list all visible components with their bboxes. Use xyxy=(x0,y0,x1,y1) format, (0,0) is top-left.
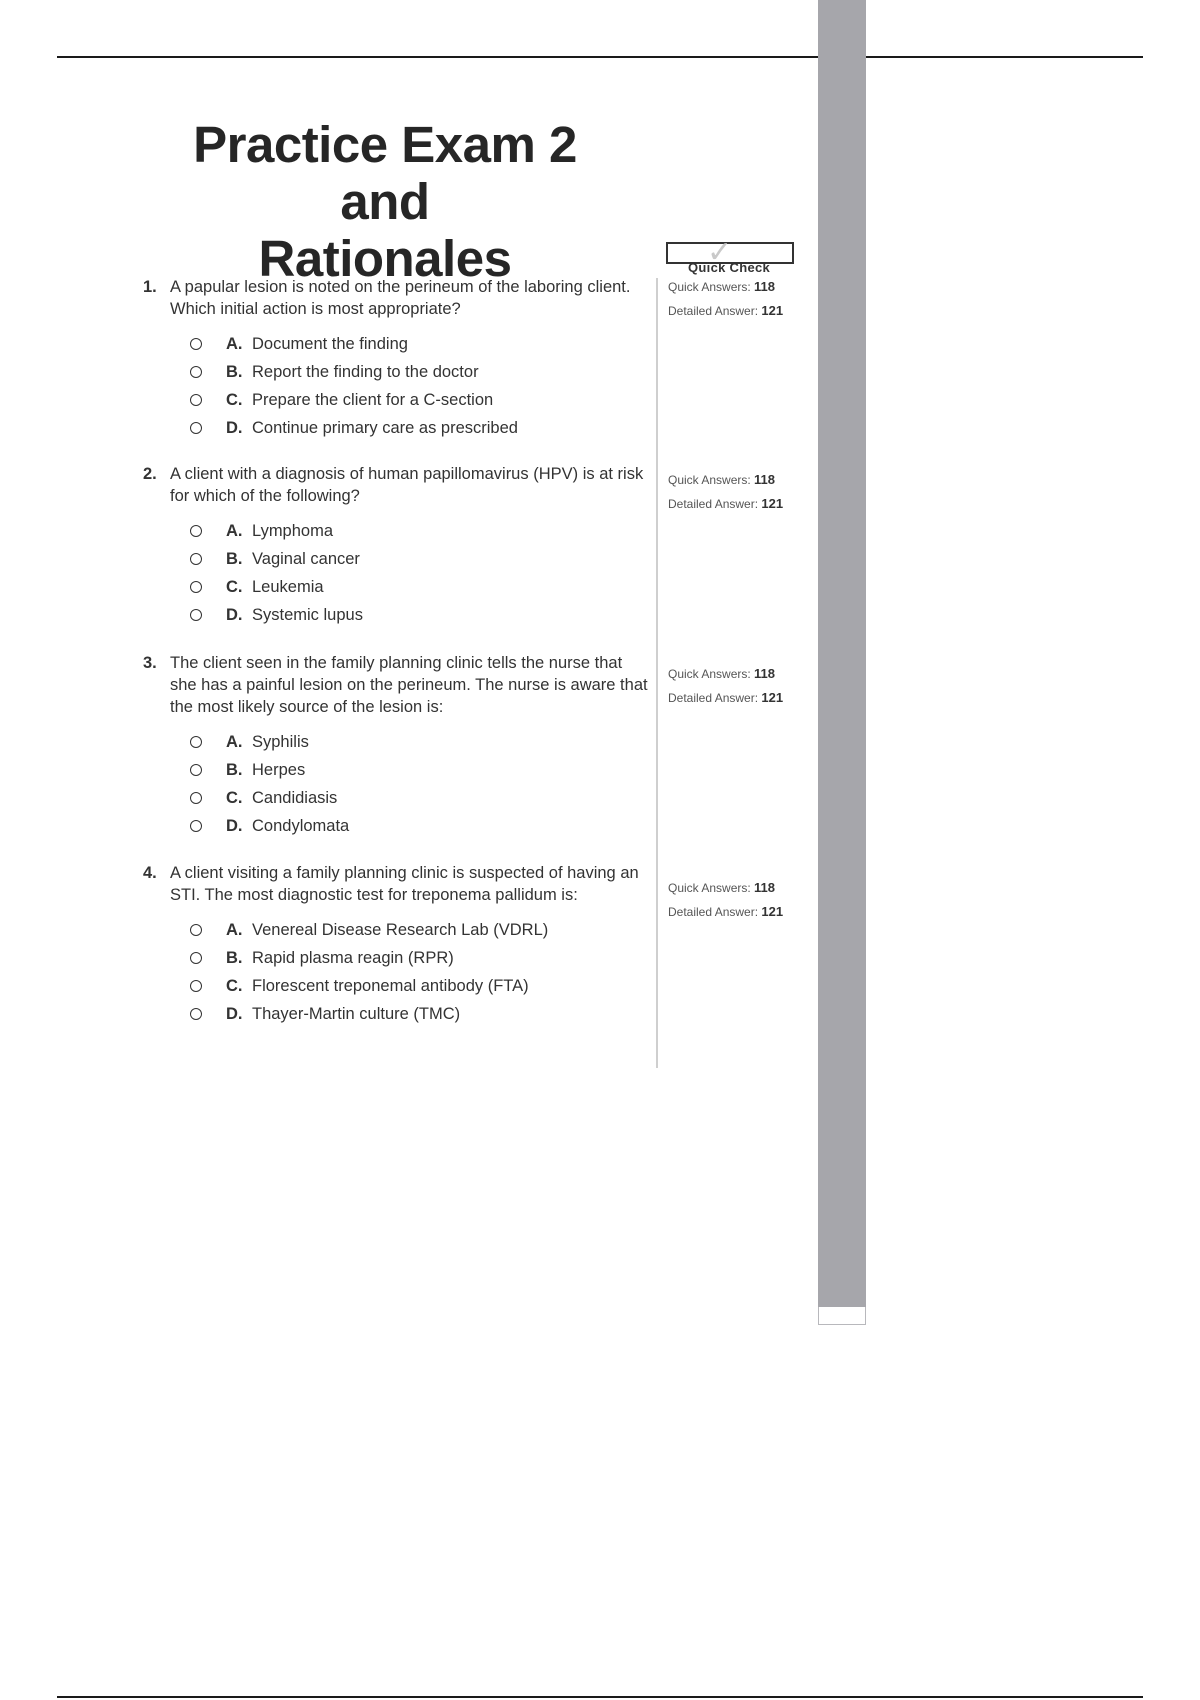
question-4 xyxy=(140,862,650,1028)
option-letter: D. xyxy=(226,1005,243,1023)
detailed-answer-label: Detailed Answer: xyxy=(668,497,759,511)
option-text: Florescent treponemal antibody (FTA) xyxy=(252,977,529,995)
radio-button-icon[interactable] xyxy=(190,1008,202,1020)
quick-answers-page: 118 xyxy=(754,666,776,681)
question-text: A client visiting a family planning clinic is suspected of having an STI. The most diagnostic test for treponema pallidum is: xyxy=(170,864,639,904)
answer-option[interactable] xyxy=(140,386,650,414)
answer-option[interactable] xyxy=(140,330,650,358)
radio-button-icon[interactable] xyxy=(190,553,202,565)
detailed-answer-ref xyxy=(668,492,783,516)
answer-references-2 xyxy=(668,468,783,516)
option-letter: C. xyxy=(226,391,243,409)
detailed-answer-page: 121 xyxy=(761,496,784,511)
radio-button-icon[interactable] xyxy=(190,820,202,832)
answer-references-4 xyxy=(668,876,783,924)
quick-answers-label: Quick Answers: xyxy=(668,473,751,487)
option-letter: C. xyxy=(226,977,243,995)
option-letter: D. xyxy=(226,419,243,437)
quick-answers-label: Quick Answers: xyxy=(668,881,751,895)
quick-answers-ref xyxy=(668,275,783,299)
option-text: Document the finding xyxy=(252,335,408,353)
radio-button-icon[interactable] xyxy=(190,736,202,748)
radio-button-icon[interactable] xyxy=(190,792,202,804)
side-margin-bar-end xyxy=(818,1307,866,1325)
radio-button-icon[interactable] xyxy=(190,525,202,537)
option-text: Candidiasis xyxy=(252,789,338,807)
quick-answers-ref xyxy=(668,468,783,492)
option-letter: B. xyxy=(226,949,243,967)
page-title xyxy=(150,116,620,287)
question-number: 2. xyxy=(143,465,157,483)
detailed-answer-ref xyxy=(668,299,783,323)
option-letter: A. xyxy=(226,733,243,751)
side-margin-bar xyxy=(818,0,866,1325)
answer-options xyxy=(140,916,650,1028)
option-text: Condylomata xyxy=(252,817,350,835)
radio-button-icon[interactable] xyxy=(190,924,202,936)
radio-button-icon[interactable] xyxy=(190,394,202,406)
option-text: Venereal Disease Research Lab (VDRL) xyxy=(252,921,549,939)
detailed-answer-label: Detailed Answer: xyxy=(668,905,759,919)
question-text: The client seen in the family planning clinic tells the nurse that she has a painful lesion on the perineum. The nurse is aware that the most likely source of the lesion is: xyxy=(170,654,648,716)
answer-references-3 xyxy=(668,662,783,710)
option-text: Report the finding to the doctor xyxy=(252,363,479,381)
answer-option[interactable] xyxy=(140,545,650,573)
answer-option[interactable] xyxy=(140,944,650,972)
option-text: Rapid plasma reagin (RPR) xyxy=(252,949,454,967)
option-text: Vaginal cancer xyxy=(252,550,360,568)
question-number: 3. xyxy=(143,654,157,672)
answer-option[interactable] xyxy=(140,358,650,386)
detailed-answer-ref xyxy=(668,900,783,924)
option-text: Herpes xyxy=(252,761,306,779)
radio-button-icon[interactable] xyxy=(190,609,202,621)
option-letter: D. xyxy=(226,606,243,624)
radio-button-icon[interactable] xyxy=(190,764,202,776)
option-letter: C. xyxy=(226,578,243,596)
answer-options xyxy=(140,330,650,442)
answer-option[interactable] xyxy=(140,601,650,629)
page-title-line-1: Practice Exam 2 and xyxy=(193,116,577,230)
quick-answers-ref xyxy=(668,876,783,900)
question-1 xyxy=(140,276,650,442)
question-stem xyxy=(140,862,650,906)
radio-button-icon[interactable] xyxy=(190,952,202,964)
answer-option[interactable] xyxy=(140,812,650,840)
quick-answers-page: 118 xyxy=(754,279,776,294)
checkmark-icon: ✓ xyxy=(707,236,733,269)
option-letter: B. xyxy=(226,761,243,779)
option-letter: C. xyxy=(226,789,243,807)
answer-references-1 xyxy=(668,275,783,323)
option-letter: A. xyxy=(226,921,243,939)
option-text: Continue primary care as prescribed xyxy=(252,419,518,437)
option-text: Thayer-Martin culture (TMC) xyxy=(252,1005,461,1023)
quick-check-label: Quick Check xyxy=(688,260,771,275)
question-number: 1. xyxy=(143,278,157,296)
quick-answers-page: 118 xyxy=(754,472,776,487)
answer-option[interactable] xyxy=(140,916,650,944)
quick-answers-ref xyxy=(668,662,783,686)
detailed-answer-page: 121 xyxy=(761,904,784,919)
quick-answers-label: Quick Answers: xyxy=(668,667,751,681)
option-text: Lymphoma xyxy=(252,522,334,540)
question-3 xyxy=(140,652,650,840)
quick-answers-page: 118 xyxy=(754,880,776,895)
radio-button-icon[interactable] xyxy=(190,366,202,378)
detailed-answer-label: Detailed Answer: xyxy=(668,691,759,705)
detailed-answer-page: 121 xyxy=(761,690,784,705)
answer-option[interactable] xyxy=(140,517,650,545)
option-letter: B. xyxy=(226,363,243,381)
page-title-line-2: Rationales xyxy=(258,230,512,287)
top-rule xyxy=(57,56,1143,58)
detailed-answer-label: Detailed Answer: xyxy=(668,304,759,318)
radio-button-icon[interactable] xyxy=(190,980,202,992)
option-text: Prepare the client for a C-section xyxy=(252,391,494,409)
question-text: A client with a diagnosis of human papillomavirus (HPV) is at risk for which of the following? xyxy=(170,465,644,505)
detailed-answer-ref xyxy=(668,686,783,710)
radio-button-icon[interactable] xyxy=(190,338,202,350)
answer-option[interactable] xyxy=(140,1000,650,1028)
radio-button-icon[interactable] xyxy=(190,422,202,434)
question-stem xyxy=(140,463,650,507)
radio-button-icon[interactable] xyxy=(190,581,202,593)
option-letter: A. xyxy=(226,335,243,353)
question-2 xyxy=(140,463,650,629)
option-text: Systemic lupus xyxy=(252,606,363,624)
answer-option[interactable] xyxy=(140,728,650,756)
question-text: A papular lesion is noted on the perineum of the laboring client. Which initial action is most appropriate? xyxy=(170,278,631,318)
answer-option[interactable] xyxy=(140,972,650,1000)
answer-option[interactable] xyxy=(140,756,650,784)
option-letter: A. xyxy=(226,522,243,540)
option-letter: D. xyxy=(226,817,243,835)
bottom-rule xyxy=(57,1696,1143,1698)
answer-option[interactable] xyxy=(140,414,650,442)
option-text: Syphilis xyxy=(252,733,309,751)
option-text: Leukemia xyxy=(252,578,324,596)
question-number: 4. xyxy=(143,864,157,882)
column-divider xyxy=(656,278,658,1068)
answer-option[interactable] xyxy=(140,784,650,812)
answer-option[interactable] xyxy=(140,573,650,601)
quick-answers-label: Quick Answers: xyxy=(668,280,751,294)
question-stem xyxy=(140,652,650,718)
option-letter: B. xyxy=(226,550,243,568)
answer-options xyxy=(140,517,650,629)
detailed-answer-page: 121 xyxy=(761,303,784,318)
answer-options xyxy=(140,728,650,840)
question-stem xyxy=(140,276,650,320)
